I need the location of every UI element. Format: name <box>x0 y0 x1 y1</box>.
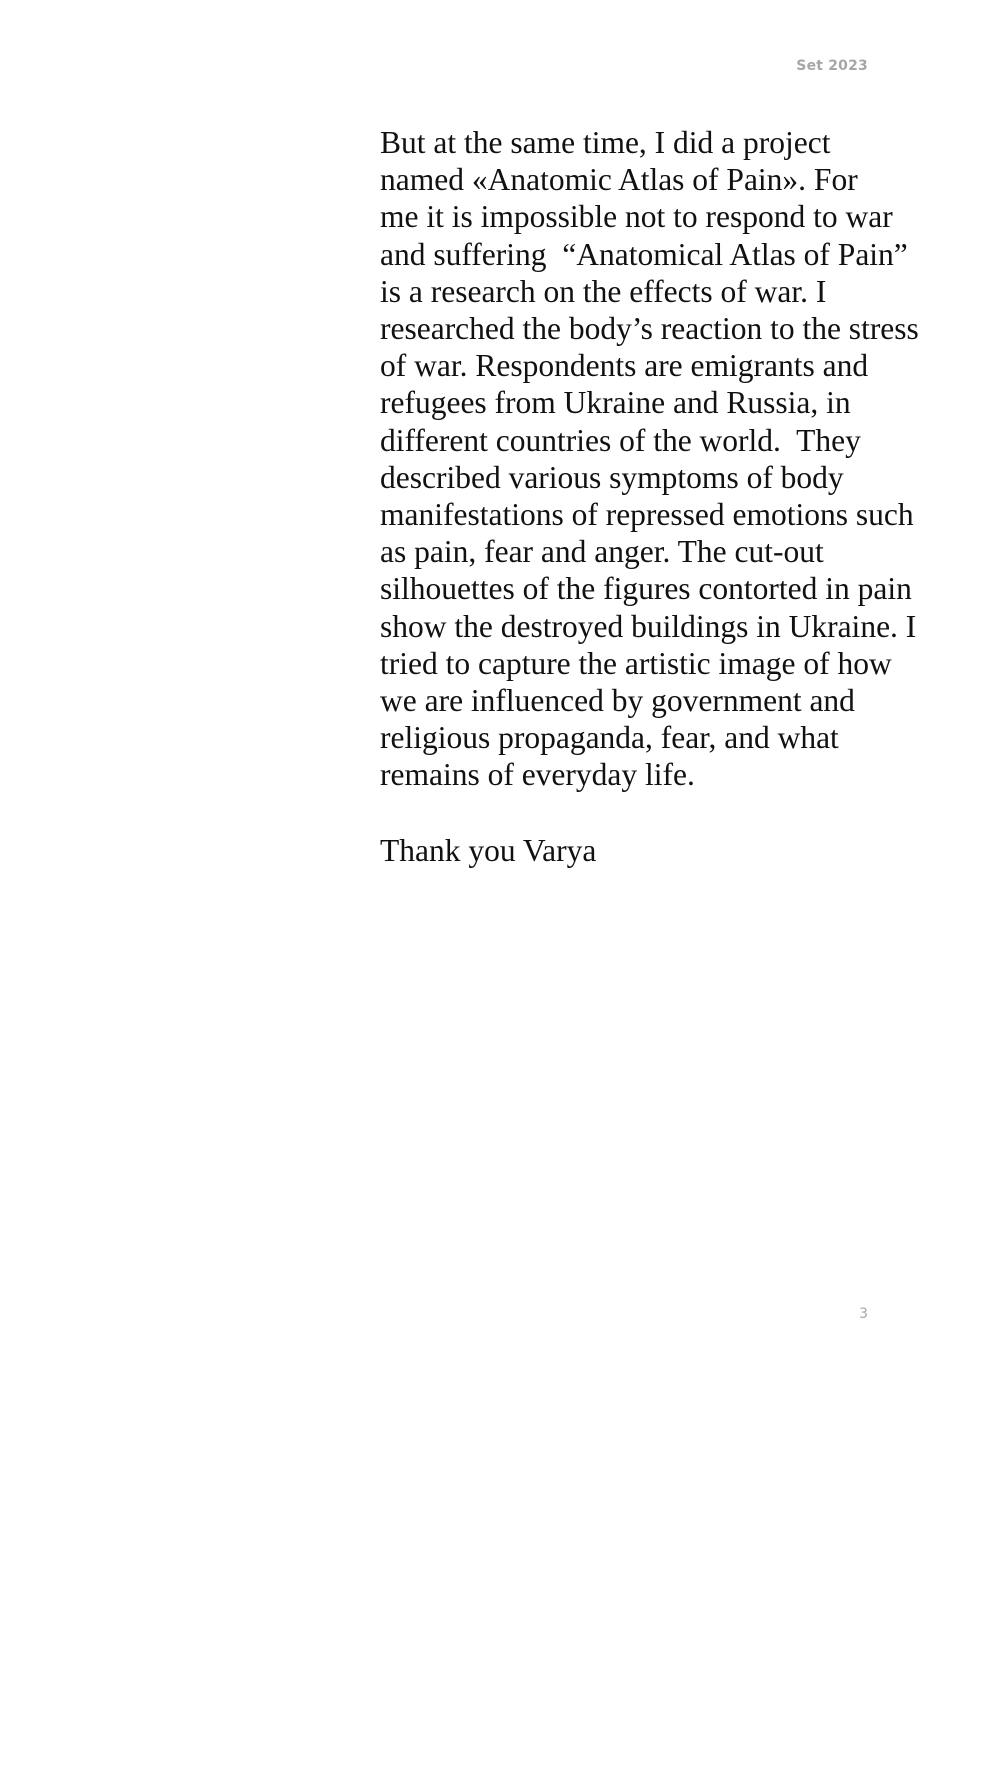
paragraph-line: But at the same time, I did a project <box>380 125 831 160</box>
paragraph-line: remains of everyday life. <box>380 757 695 793</box>
paragraph-line: and suffering “Anatomical Atlas of Pain” <box>380 236 908 272</box>
paragraph-line: refugees from Ukraine and Russia, in <box>380 385 851 421</box>
paragraph-line: different countries of the world. They <box>380 422 861 458</box>
signature: Thank you Varya <box>380 833 597 868</box>
paragraph-line: of war. Respondents are emigrants and <box>380 348 869 384</box>
paragraph-line: me it is impossible not to respond to war <box>380 199 893 235</box>
header-date: Set 2023 <box>796 58 868 74</box>
paragraph-line: tried to capture the artistic image of how <box>380 645 892 681</box>
paragraph-line: researched the body’s reaction to the stress <box>380 311 919 347</box>
paragraph-line: we are influenced by government and <box>380 683 855 719</box>
paragraph-line: named «Anatomic Atlas of Pain». For <box>380 162 858 198</box>
paragraph-line: manifestations of repressed emotions such <box>380 497 914 533</box>
paragraph-line: as pain, fear and anger. The cut-out <box>380 534 824 570</box>
paragraph-line: described various symptoms of body <box>380 459 844 495</box>
paragraph-line: silhouettes of the figures contorted in pain <box>380 571 912 607</box>
page-number: 3 <box>859 1306 868 1322</box>
paragraph-line: is a research on the effects of war. I <box>380 273 827 309</box>
paragraph-line: show the destroyed buildings in Ukraine. I <box>380 608 917 644</box>
paragraph-line: religious propaganda, fear, and what <box>380 720 839 756</box>
body-paragraph <box>380 124 940 794</box>
